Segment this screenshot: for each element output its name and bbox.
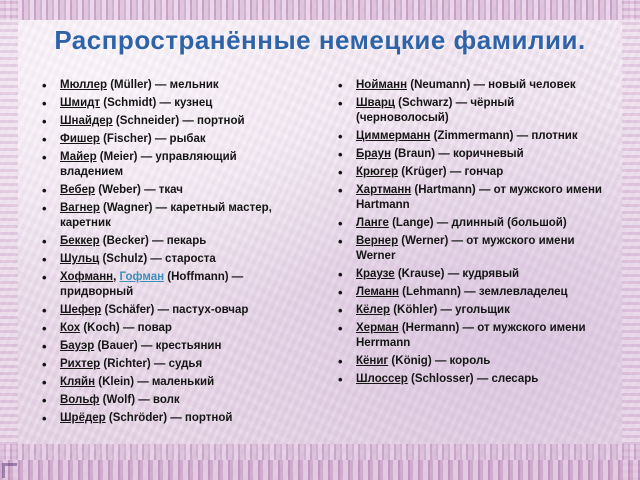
decorative-top-border: [0, 0, 640, 20]
surname-meaning: (Schulz) — староста: [99, 253, 216, 265]
surname-meaning: (Schröder) — портной: [105, 412, 233, 424]
corner-mark-icon: [2, 463, 17, 478]
surname-list-item: [40, 150, 302, 180]
surname-separator: ,: [113, 271, 120, 283]
surname-list-item: [40, 114, 302, 129]
surname-list-item: [40, 321, 302, 336]
surname-list-item: [336, 183, 608, 213]
surname-meaning: (Lehmann) — землевладелец: [398, 286, 568, 298]
surname-list-item: [40, 252, 302, 267]
surname-russian: Мюллер: [60, 79, 107, 91]
surname-russian: Леманн: [356, 286, 399, 298]
surname-russian: Вебер: [60, 184, 96, 196]
surname-list-item: [336, 129, 608, 144]
surname-meaning: (Wolf) — волк: [99, 394, 180, 406]
surname-alternate-link[interactable]: Гофман: [119, 271, 165, 283]
surname-russian: Краузе: [356, 268, 395, 280]
surname-russian: Шмидт: [60, 97, 101, 109]
surname-list-left: [40, 78, 302, 429]
surname-meaning: (Fischer) — рыбак: [99, 133, 206, 145]
surname-meaning: (Hoffmann) — придворный: [60, 271, 244, 298]
surname-meaning: (König) — король: [388, 355, 491, 367]
surname-meaning: (Müller) — мельник: [107, 79, 219, 91]
surname-russian: Шрёдер: [60, 412, 106, 424]
surname-russian: Шульц: [60, 253, 100, 265]
decorative-right-border: [622, 0, 640, 480]
surname-russian: Рихтер: [60, 358, 101, 370]
surname-list-right: [336, 78, 608, 390]
surname-list-item: [336, 78, 608, 93]
surname-meaning: (Braun) — коричневый: [391, 148, 524, 160]
surname-list-item: [336, 147, 608, 162]
surname-meaning: (Krüger) — гончар: [398, 166, 504, 178]
surname-list-item: [336, 303, 608, 318]
surname-russian: Нойманн: [356, 79, 408, 91]
surname-russian: Кляйн: [60, 376, 96, 388]
surname-meaning: (Schneider) — портной: [112, 115, 245, 127]
surname-list-item: [336, 354, 608, 369]
surname-meaning: (Richter) — судья: [100, 358, 203, 370]
surname-meaning: (Köhler) — угольщик: [390, 304, 510, 316]
surname-russian: Хофманн: [60, 271, 114, 283]
surname-russian: Кёлер: [356, 304, 390, 316]
surname-list-item: [40, 393, 302, 408]
surname-russian: Херман: [356, 322, 399, 334]
surname-russian: Фишер: [60, 133, 100, 145]
surname-russian: Шефер: [60, 304, 102, 316]
surname-list-item: [40, 375, 302, 390]
surname-meaning: (Hartmann) — от мужского имени Hartmann: [356, 184, 602, 211]
surname-russian: Шнайдер: [60, 115, 113, 127]
surname-russian: Майер: [60, 151, 97, 163]
surname-russian: Кох: [60, 322, 81, 334]
surname-russian: Бауэр: [60, 340, 95, 352]
surname-russian: Беккер: [60, 235, 100, 247]
surname-list-item: [336, 321, 608, 351]
slide-title: Распространённые немецкие фамилии.: [54, 25, 586, 55]
surname-list-item: [336, 165, 608, 180]
surname-meaning: (Schlosser) — слесарь: [407, 373, 539, 385]
surname-meaning: (Lange) — длинный (большой): [388, 217, 567, 229]
surname-list-item: [40, 357, 302, 372]
surname-meaning: (Schwarz) — чёрный (черноволосый): [356, 97, 515, 124]
surname-russian: Шварц: [356, 97, 395, 109]
surname-meaning: (Wagner) — каретный мастер, каретник: [60, 202, 272, 229]
surname-meaning: (Koch) — повар: [80, 322, 172, 334]
surname-russian: Кёниг: [356, 355, 389, 367]
surname-meaning: (Weber) — ткач: [95, 184, 183, 196]
surname-list-item: [40, 201, 302, 231]
surname-meaning: (Becker) — пекарь: [99, 235, 207, 247]
surname-list-item: [40, 303, 302, 318]
surname-russian: Вернер: [356, 235, 399, 247]
surname-list-item: [336, 285, 608, 300]
surname-list-item: [40, 234, 302, 249]
surname-list-item: [40, 411, 302, 426]
surname-list-item: [40, 78, 302, 93]
surname-list-item: [336, 96, 608, 126]
surname-list-item: [336, 267, 608, 282]
surname-list-item: [336, 216, 608, 231]
surname-russian: Вагнер: [60, 202, 100, 214]
surname-russian: Браун: [356, 148, 392, 160]
surname-meaning: (Klein) — маленький: [95, 376, 215, 388]
surname-meaning: (Neumann) — новый человек: [407, 79, 576, 91]
decorative-bottom-border: [0, 444, 640, 460]
surname-list-item: [40, 132, 302, 147]
decorative-bottom-strip: [0, 460, 640, 480]
surname-meaning: (Zimmermann) — плотник: [430, 130, 578, 142]
surname-meaning: (Bauer) — крестьянин: [94, 340, 222, 352]
surname-russian: Циммерманн: [356, 130, 431, 142]
surname-list-item: [40, 96, 302, 111]
surname-meaning: (Werner) — от мужского имени Werner: [356, 235, 575, 262]
surname-meaning: (Schmidt) — кузнец: [100, 97, 213, 109]
surname-list-item: [40, 183, 302, 198]
surname-russian: Хартманн: [356, 184, 412, 196]
surname-list-item: [336, 372, 608, 387]
surname-meaning: (Schäfer) — пастух-овчар: [101, 304, 249, 316]
surname-russian: Крюгер: [356, 166, 399, 178]
surname-russian: Шлоссер: [356, 373, 408, 385]
surname-russian: Вольф: [60, 394, 100, 406]
surname-list-item: [336, 234, 608, 264]
surname-russian: Ланге: [356, 217, 389, 229]
surname-list-item: [40, 339, 302, 354]
decorative-left-border: [0, 0, 18, 480]
surname-meaning: (Krause) — кудрявый: [394, 268, 520, 280]
surname-meaning: (Meier) — управляющий владением: [60, 151, 237, 178]
surname-list-item: [40, 270, 302, 300]
surname-meaning: (Hermann) — от мужского имени Herrmann: [356, 322, 586, 349]
